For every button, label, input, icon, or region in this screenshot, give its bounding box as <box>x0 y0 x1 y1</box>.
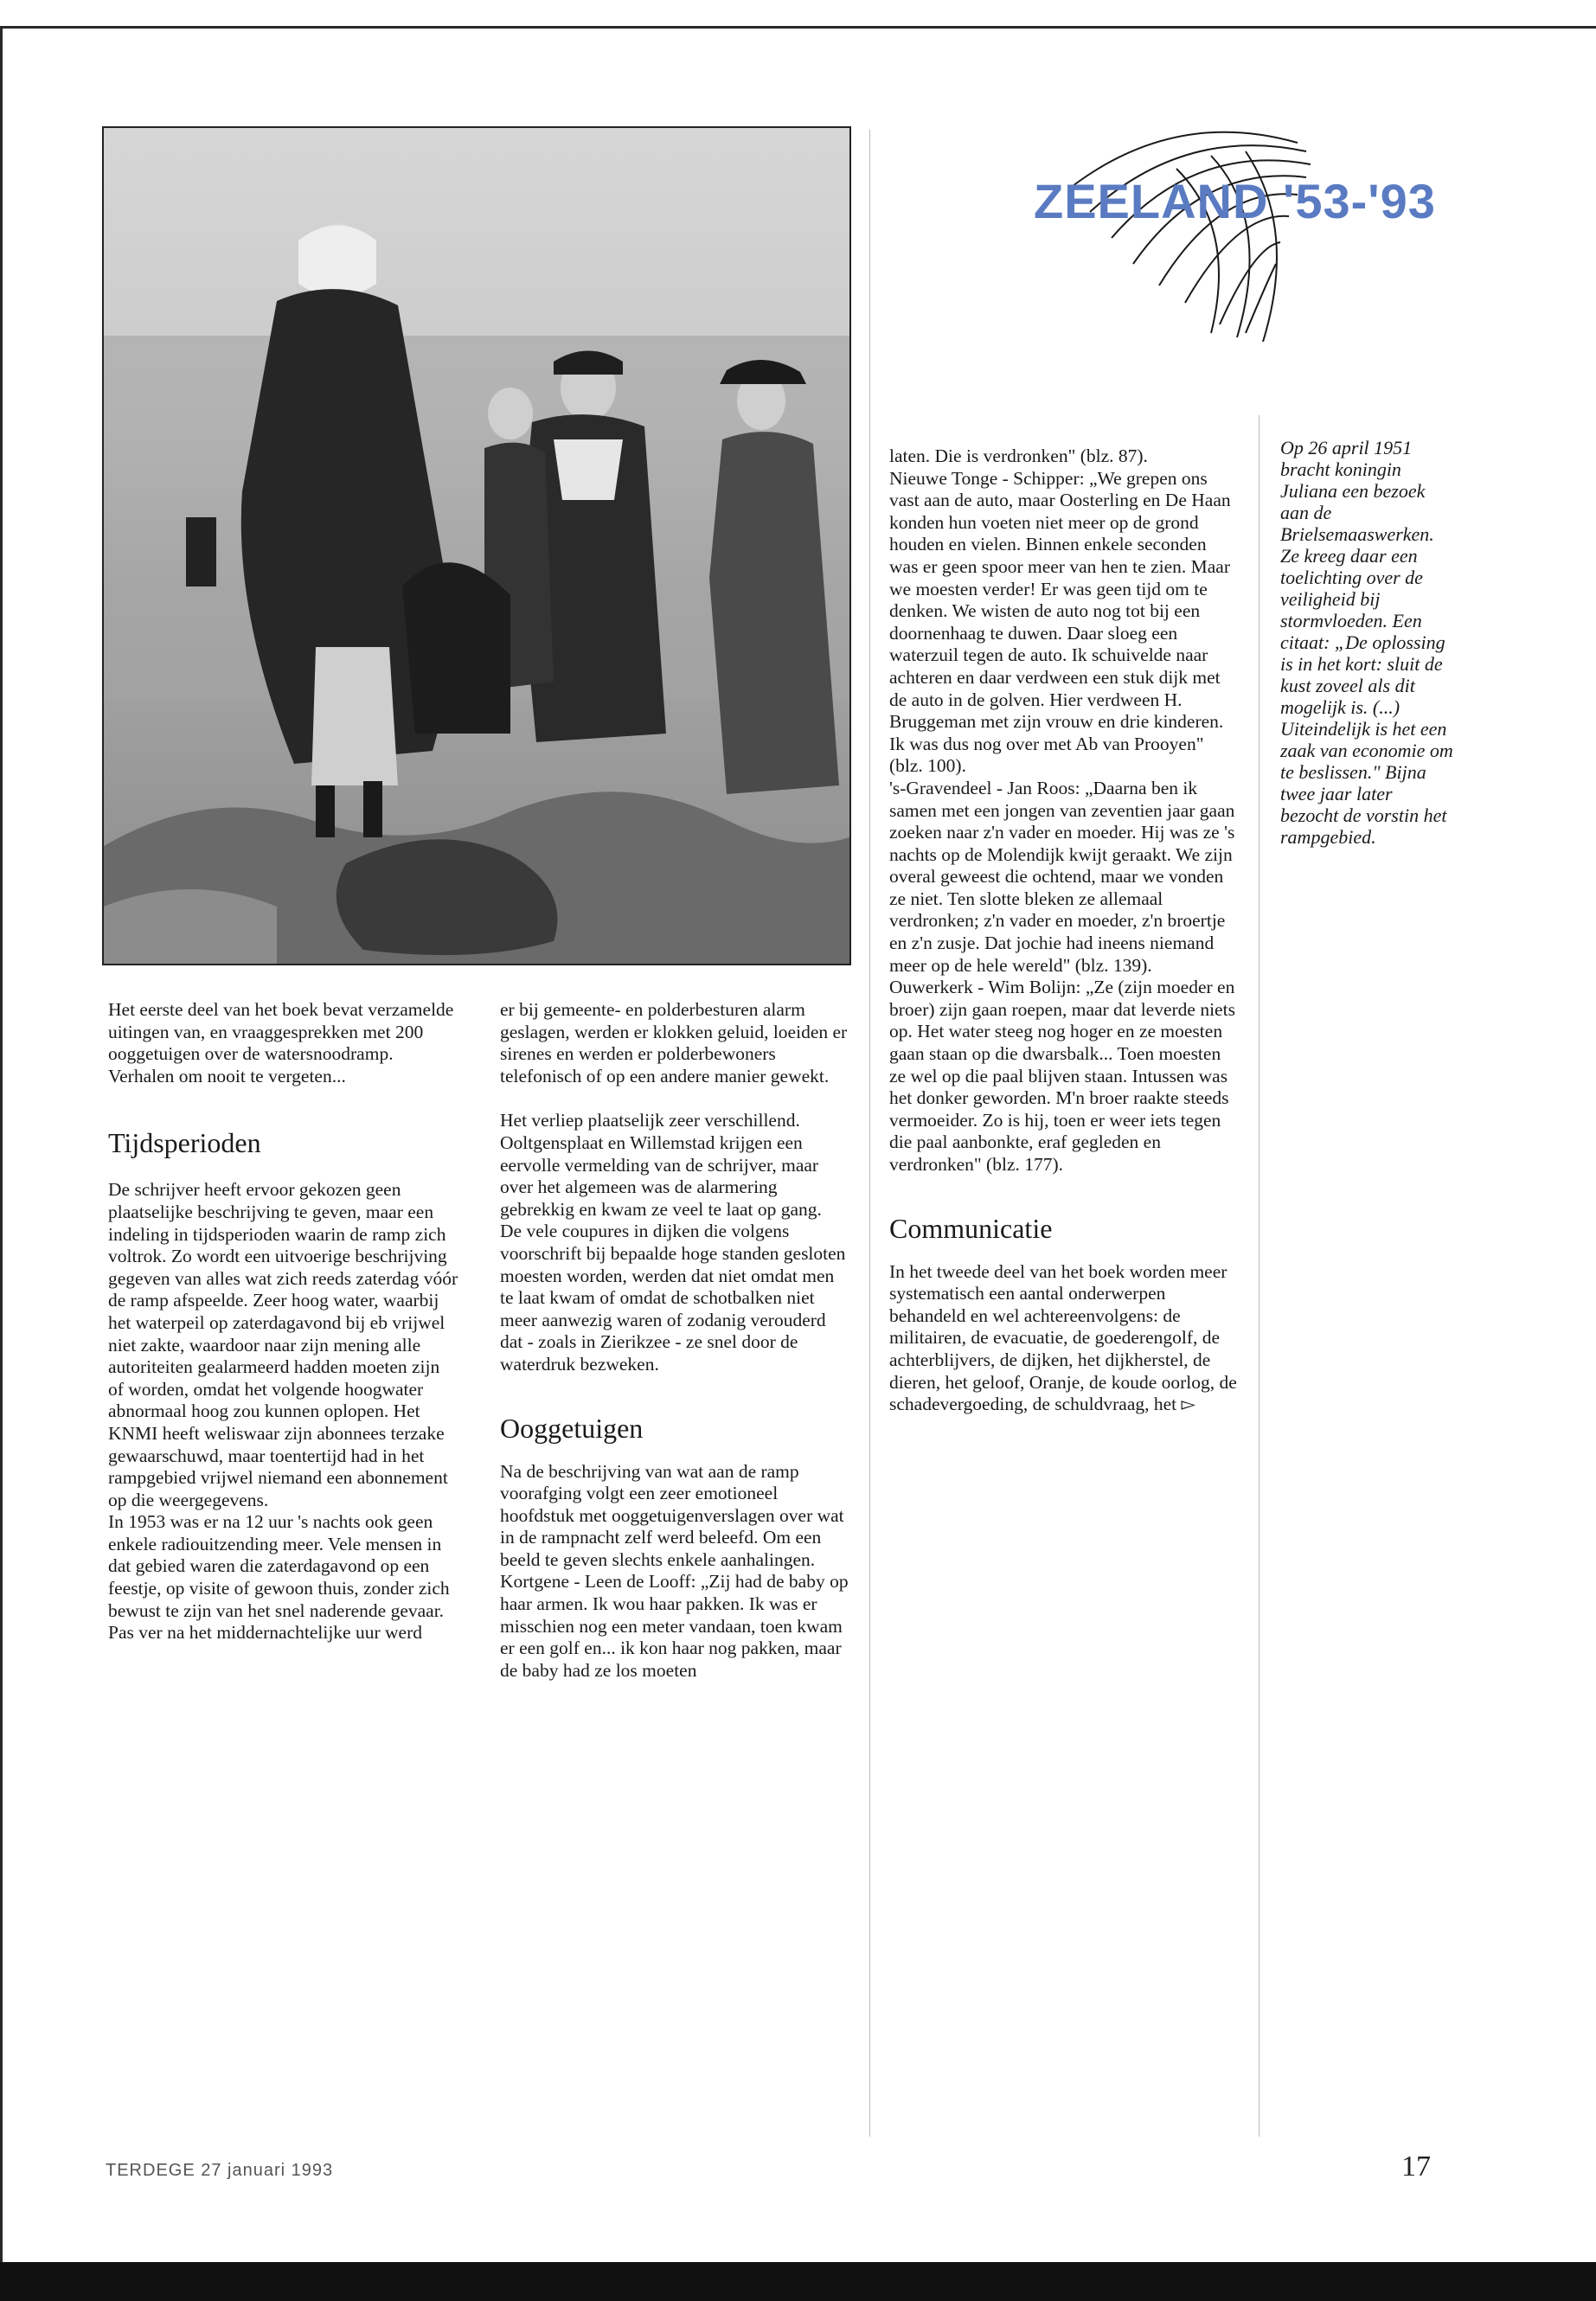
paragraph: er bij gemeente- en polderbesturen alarm geslagen, werden er klokken geluid, loeiden er sirenes en werden er polderbewoners telefonisch of op een andere manier gewekt. <box>500 999 848 1086</box>
footer-publication: TERDEGE 27 januari 1993 <box>106 2161 334 2180</box>
paragraph: Na de beschrijving van wat aan de ramp voorafging volgt een zeer emotioneel hoofdstuk met ooggetuigenverslagen over wat in de rampnacht zelf werd beleefd. Om een beeld te geven slechts enkele aanhalingen. Kortgene - Leen de Looff: „Zij had de baby op haar armen. Ik wou haar pakken. Ik was er misschien nog een meter vandaan, toen kwam er een golf en... ik kon haar nog pakken, maar de baby had ze los moeten <box>500 1460 849 1681</box>
section-heading-tijdsperioden: Tijdsperioden <box>108 1127 261 1159</box>
paragraph: In 1953 was er na 12 uur 's nachts ook geen enkele radiouitzending meer. Vele mensen in dat gebied waren die zaterdagavond op een feestje, op visite of gewoon thuis, zonder zich bewust te zijn van het snel naderende gevaar. Pas ver na het middernachtelijke uur werd <box>108 1511 450 1644</box>
scan-edge-top <box>0 26 1596 29</box>
paragraph: Het verliep plaatselijk zeer verschillend. Ooltgensplaat en Willemstad krijgen een eervolle vermelding van de schrijver, maar over het algemeen was de alarmering gebrekkig en kwam ze veel te laat op gang. <box>500 1110 822 1220</box>
column-divider <box>869 130 870 2137</box>
scan-edge-left <box>0 26 3 2275</box>
column-2 <box>500 999 850 1682</box>
paragraph: 's-Gravendeel - Jan Roos: „Daarna ben ik samen met een jongen van zeventien jaar gaan zoeken naar z'n vader en moeder. Hij was ze 's nachts op de Molendijk kwijt geraakt. We zijn overal geweest die ochtend, maar we vonden ze niet. Ten slotte bleken ze allemaal verdronken; z'n vader en moeder, z'n broertje en z'n zusje. Dat jochie had ineens niemand meer op de hele wereld" (blz. 139). <box>889 777 1235 976</box>
paragraph: Nieuwe Tonge - Schipper: „We grepen ons vast aan de auto, maar Oosterling en De Haan konden hun voeten niet meer op de grond houden en vielen. Binnen enkele seconden was er geen spoor meer van hen te zien. Maar we moesten verder! Er was geen tijd om te denken. We wisten de auto nog tot bij een doornenhaag te duwen. Daar sloeg een waterzuil tegen de auto. Ik schuivelde naar achteren en daar verdween een stuk dijk met de auto in de golven. Hier verdween H. Bruggeman met zijn vrouw en drie kinderen. Ik was dus nog over met Ab van Prooyen" (blz. 100). <box>889 467 1231 777</box>
zeeland-wave-logo <box>1021 117 1427 350</box>
section-heading-communicatie: Communicatie <box>889 1212 1053 1244</box>
photo-queen-visiting-dike <box>102 126 851 965</box>
section-heading-ooggetuigen: Ooggetuigen <box>500 1412 644 1444</box>
zeeland-logo-text: ZEELAND '53-'93 <box>1034 174 1436 228</box>
sidebar-quote <box>1280 437 1453 848</box>
photo-caption: Het eerste deel van het boek bevat verzamelde uitingen van, en vraaggesprekken met 200 ooggetuigen over de watersnoodramp. Verhalen om nooit te vergeten... <box>108 999 454 1086</box>
paragraph: In het tweede deel van het boek worden meer systematisch een aantal onderwerpen behandeld en wel achtereenvolgens: de militairen, de evacuatie, de goederengolf, de achterblijvers, de dijken, het dijkherstel, de dieren, het geloof, Oranje, de koude oorlog, de schadevergoeding, de schuldvraag, het ▻ <box>889 1260 1237 1415</box>
paragraph: De vele coupures in dijken die volgens voorschrift bij bepaalde hoge standen gesloten moesten worden, werden dat niet omdat men te laat kwam of omdat de schotbalken niet meer aanwezig waren of zodanig verouderd dat - zoals in Zierikzee - ze snel door de waterdruk bezweken. <box>500 1221 846 1375</box>
photo-illustration <box>104 128 849 964</box>
paragraph: Ouwerkerk - Wim Bolijn: „Ze (zijn moeder en broer) zijn gaan roepen, maar dat leverde niets op. Het water steeg nog hoger en ze moesten gaan staan op die dwarsbalk... Toen moesten ze wel op die paal blijven staan. Intussen was het donker geworden. M'n broer raakte steeds vermoeider. Zo is hij, toen er weer iets tegen die paal aanbonkte, eraf gegleden en verdronken" (blz. 177). <box>889 977 1235 1175</box>
paragraph: laten. Die is verdronken" (blz. 87). <box>889 445 1148 466</box>
scan-edge-bottom <box>0 2262 1596 2301</box>
column-3 <box>889 445 1240 1416</box>
paragraph: De schrijver heeft ervoor gekozen geen plaatselijke beschrijving te geven, maar een indeling in tijdsperioden waarin de ramp zich voltrok. Zo wordt een uitvoerige beschrijving gegeven van alles wat zich reeds zaterdag vóór de ramp afspeelde. Zeer hoog water, waarbij het waterpeil op zaterdagavond bij eb vrijwel niet zakte, waardoor naar zijn mening alle autoriteiten gealarmeerd hadden moeten zijn of worden, omdat het volgende hoogwater abnormaal hoog zou kunnen oplopen. Het KNMI heeft weliswaar zijn abonnees terzake gewaarschuwd, maar toentertijd had in het rampgebied vrijwel niemand een abonnement op die weergegevens. <box>108 1179 458 1510</box>
page-number: 17 <box>1401 2150 1431 2182</box>
column-1 <box>108 999 458 1644</box>
sidebar-text: Op 26 april 1951 bracht koningin Juliana een bezoek aan de Brielsemaaswerken. Ze kreeg daar een toelichting over de veiligheid bij stormvloeden. Een citaat: „De oplossing is in het kort: sluit de kust zoveel als dit mogelijk is. (...) Uiteindelijk is het een zaak van economie om te beslissen." Bijna twee jaar later bezocht de vorstin het rampgebied. <box>1280 437 1453 848</box>
